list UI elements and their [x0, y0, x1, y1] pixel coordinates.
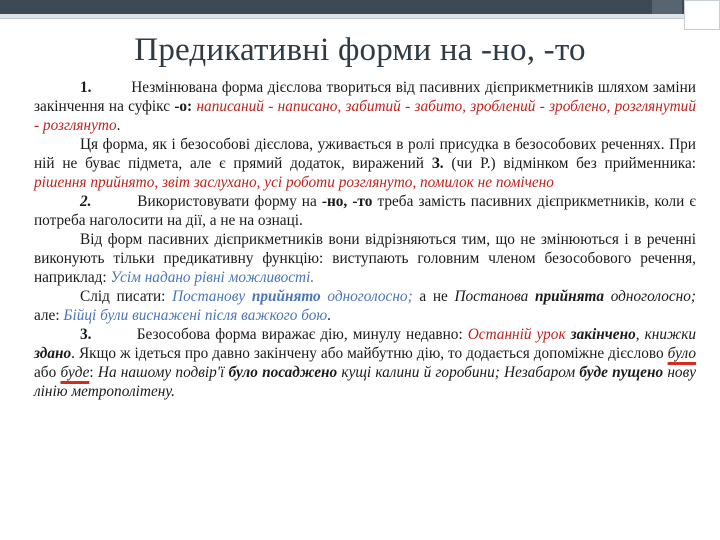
corner-decoration-dark	[652, 0, 682, 14]
paragraph-5: Слід писати: Постанову прийнято одноголосно; а не Постанова прийнята одноголосно; але: Бійці були виснажені після важкого бою.	[34, 288, 696, 324]
slide-title: Предикативні форми на -но, -то	[134, 32, 586, 68]
example-4: Усім надано рівні можливості.	[110, 269, 315, 286]
paragraph-3: 2. Використовувати форму на -но, -то треба замість пасивних дієприкметників, коли є потреба наголосити на дії, а не на ознаці.	[34, 193, 696, 229]
item-number-2: 2.	[80, 193, 92, 210]
top-bar	[0, 0, 720, 14]
paragraph-6: 3. Безособова форма виражає дію, минулу недавно: Останній урок закінчено, книжки здано. Якщо ж ідеться про давно закінчену або майбутню дію, то додається допоміжне дієслово було або буде: На нашому подвір'ї було посаджено кущі калини й горобини; Незабаром буде пущено нову лінію метрополітену.	[34, 326, 696, 400]
slide-body	[34, 78, 696, 401]
auxiliary-verb-bude: буде	[60, 364, 90, 381]
example-2: рішення прийнято, звіт заслухано, усі роботи розглянуто, помилок не помічено	[34, 174, 554, 191]
paragraph-2: Ця форма, як і безособові дієслова, уживається в ролі присудка в безособових реченнях. При ній не буває підмета, але є прямий додаток, виражений З. (чи Р.) відмінком без прийменника: рішення прийнято, звіт заслухано, усі роботи розглянуто, помилок не помічено	[34, 136, 697, 191]
top-divider	[0, 18, 720, 19]
item-number-1: 1.	[80, 79, 92, 96]
corner-decoration-box	[684, 0, 720, 30]
auxiliary-verb-bulo: було	[667, 345, 696, 362]
paragraph-4: Від форм пасивних дієприкметників вони відрізняються тим, що не змінюються і в реченні виконують тільки предикативну функцію: виступають головним членом безособового речення, наприклад: Усім надано рівні можливості.	[34, 231, 696, 286]
example-1: написаний - написано, забитий - забито, зроблений - зроблено, розглянутий - розглянуто	[34, 98, 696, 134]
paragraph-1: 1. Незмінювана форма дієслова твориться від пасивних дієприкметників шляхом заміни закінчення на суфікс -о: написаний - написано, забитий - забито, зроблений - зроблено, розглянутий - розглянуто.	[34, 79, 696, 134]
suffix: -о:	[174, 98, 193, 115]
item-number-3: 3.	[80, 326, 92, 343]
